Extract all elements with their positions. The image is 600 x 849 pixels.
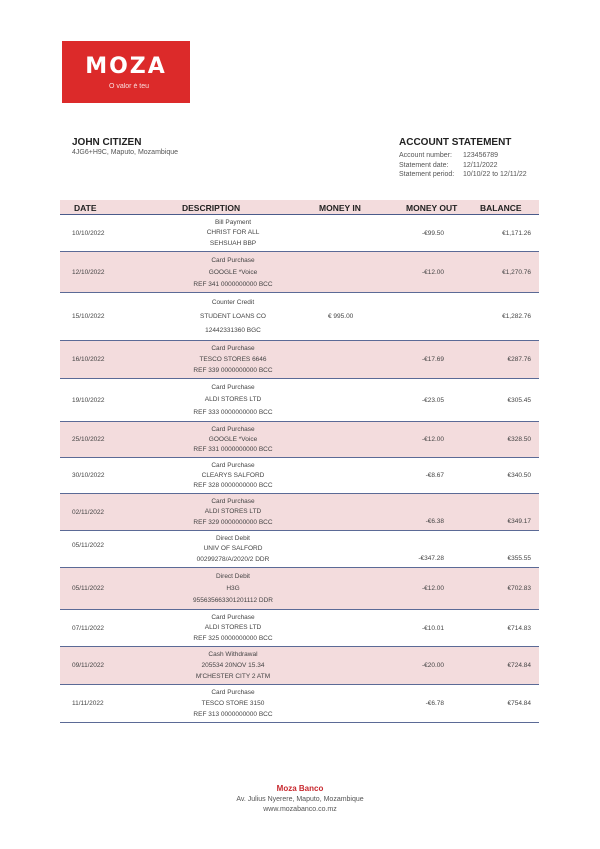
row-description — [158, 422, 308, 457]
footer-bank-name: Moza Banco — [276, 784, 324, 793]
row-money-out: -€347.28 — [418, 555, 444, 562]
desc-payee: GOOGLE *Voice — [208, 268, 258, 276]
row-description — [158, 531, 308, 567]
desc-type: Counter Credit — [211, 298, 255, 306]
desc-type: Card Purchase — [211, 425, 255, 433]
bank-logo — [62, 41, 190, 103]
desc-reference: REF 325 0000000000 BCC — [193, 635, 273, 643]
footer-address: Av. Julius Nyerere, Maputo, Mozambique — [236, 796, 364, 803]
desc-type: Card Purchase — [211, 497, 255, 505]
row-money-out: -€6.38 — [425, 518, 444, 525]
desc-reference: SEHSUAH BBP — [209, 240, 257, 248]
row-balance: €724.84 — [507, 662, 531, 669]
row-balance: €702.83 — [507, 585, 531, 592]
table-row — [60, 293, 539, 341]
desc-payee: TESCO STORES 6646 — [199, 356, 267, 363]
row-description — [158, 252, 308, 292]
desc-payee: GOOGLE *Voice — [208, 435, 258, 443]
row-description — [158, 458, 308, 493]
row-date: 09/11/2022 — [72, 662, 105, 669]
row-date: 30/10/2022 — [72, 472, 105, 479]
desc-reference: M'CHESTER CITY 2 ATM — [195, 673, 271, 680]
desc-reference: 955635663301201112 DDR — [193, 597, 273, 605]
desc-reference: 00299278/A/2020/2 DDR — [196, 556, 270, 564]
table-row — [60, 568, 539, 610]
header-description: DESCRIPTION — [182, 203, 241, 213]
row-description — [158, 647, 308, 684]
table-row — [60, 341, 539, 379]
row-balance: €355.55 — [507, 555, 531, 562]
row-description — [158, 610, 308, 646]
row-date: 02/11/2022 — [72, 509, 105, 516]
statement-info — [399, 151, 527, 180]
statement-date: 12/11/2022 — [463, 161, 498, 169]
desc-reference: 12442331360 BGC — [205, 327, 261, 335]
row-balance: €287.76 — [507, 356, 531, 363]
desc-payee: 205534 20NOV 15.34 — [201, 662, 265, 669]
footer-website[interactable]: www.mozabanco.co.mz — [263, 806, 337, 813]
row-date: 25/10/2022 — [72, 436, 105, 443]
statement-date-label: Statement date: — [399, 161, 449, 169]
row-money-out: -€12.00 — [421, 585, 444, 592]
row-balance: €714.83 — [507, 624, 531, 632]
transactions-table — [60, 215, 539, 723]
table-row — [60, 422, 539, 458]
table-row — [60, 252, 539, 293]
table-row — [60, 379, 539, 422]
customer-address: 4JG6+H9C, Maputo, Mozambique — [72, 149, 179, 156]
desc-payee: ALDI STORES LTD — [204, 396, 262, 404]
table-row — [60, 215, 539, 252]
row-money-out: -€23.05 — [421, 396, 444, 404]
logo-tagline: O valor é teu — [108, 83, 150, 90]
desc-reference: REF 331 0000000000 BCC — [193, 446, 273, 454]
row-balance: €305.45 — [507, 396, 531, 404]
desc-payee: CLEARYS SALFORD — [201, 471, 265, 479]
header-date: DATE — [74, 203, 97, 213]
row-balance: €349.17 — [507, 518, 531, 525]
header-balance: BALANCE — [480, 203, 522, 213]
desc-reference: REF 313 0000000000 BCC — [193, 711, 273, 718]
row-date: 05/11/2022 — [72, 542, 105, 549]
row-money-out: -€20.00 — [421, 662, 444, 669]
desc-payee: CHRIST FOR ALL — [206, 229, 260, 237]
desc-type: Card Purchase — [211, 613, 255, 621]
desc-reference: REF 341 0000000000 BCC — [193, 280, 273, 288]
row-money-out: -€12.00 — [421, 436, 444, 443]
statement-period: 10/10/22 to 12/11/22 — [463, 171, 527, 178]
row-date: 10/10/2022 — [72, 229, 105, 237]
row-balance: €328.50 — [507, 436, 531, 443]
row-money-out: -€99.50 — [421, 229, 444, 237]
row-money-out: -€12.00 — [421, 268, 444, 276]
statement-period-label: Statement period: — [399, 171, 455, 178]
row-description — [158, 568, 308, 609]
desc-type: Card Purchase — [211, 461, 255, 469]
table-row — [60, 685, 539, 723]
row-date: 16/10/2022 — [72, 356, 105, 363]
desc-reference: REF 329 0000000000 BCC — [193, 519, 273, 527]
desc-reference: REF 333 0000000000 BCC — [193, 409, 273, 417]
table-row — [60, 458, 539, 494]
account-number: 123456789 — [463, 152, 499, 159]
row-money-out: -€17.69 — [421, 356, 444, 363]
desc-payee: H3G — [226, 584, 240, 592]
row-money-out: -€8.67 — [425, 472, 444, 479]
desc-type: Card Purchase — [211, 345, 255, 352]
row-description — [158, 293, 308, 340]
row-description — [158, 685, 308, 722]
row-money-out: -€10.01 — [421, 624, 444, 632]
statement-date-line — [399, 161, 527, 171]
row-description — [158, 379, 308, 421]
row-description — [158, 341, 308, 378]
desc-reference: REF 328 0000000000 BCC — [193, 482, 273, 490]
customer-name: JOHN CITIZEN — [72, 137, 142, 148]
account-number-label: Account number: — [399, 152, 452, 159]
row-date: 07/11/2022 — [72, 624, 105, 632]
desc-type: Direct Debit — [216, 534, 250, 542]
desc-payee: ALDI STORES LTD — [204, 508, 262, 516]
desc-payee: STUDENT LOANS CO — [200, 312, 266, 320]
table-header — [60, 200, 539, 215]
row-description — [158, 215, 308, 251]
row-balance: €1,171.26 — [502, 229, 531, 237]
desc-type: Card Purchase — [211, 383, 255, 391]
desc-type: Cash Withdrawal — [208, 651, 258, 658]
desc-reference: REF 339 0000000000 BCC — [193, 367, 273, 374]
row-description — [158, 494, 308, 530]
row-balance: €754.84 — [507, 700, 531, 707]
row-balance: €1,270.76 — [502, 268, 531, 276]
desc-type: Direct Debit — [216, 572, 250, 580]
row-balance: €340.50 — [507, 472, 531, 479]
desc-type: Bill Payment — [214, 218, 252, 226]
table-row — [60, 494, 539, 531]
row-money-out: -€6.78 — [425, 700, 444, 707]
statement-period-line — [399, 170, 527, 180]
header-money-out: MONEY OUT — [406, 203, 458, 213]
table-row — [60, 531, 539, 568]
desc-type: Card Purchase — [211, 256, 255, 264]
table-row — [60, 647, 539, 685]
row-date: 12/10/2022 — [72, 268, 105, 276]
statement-title: ACCOUNT STATEMENT — [399, 137, 512, 148]
desc-payee: UNIV OF SALFORD — [203, 545, 263, 553]
desc-payee: TESCO STORE 3150 — [201, 700, 265, 707]
row-balance: €1,282.76 — [502, 313, 531, 320]
row-date: 19/10/2022 — [72, 396, 105, 404]
table-row — [60, 610, 539, 647]
logo-text: MOZA — [85, 54, 167, 79]
account-number-line — [399, 151, 527, 161]
row-date: 11/11/2022 — [72, 700, 104, 707]
header-money-in: MONEY IN — [319, 203, 361, 213]
desc-payee: ALDI STORES LTD — [204, 624, 262, 632]
row-money-in: € 995.00 — [328, 313, 354, 320]
desc-type: Card Purchase — [211, 689, 255, 696]
row-date: 05/11/2022 — [72, 585, 105, 592]
row-date: 15/10/2022 — [72, 313, 105, 320]
